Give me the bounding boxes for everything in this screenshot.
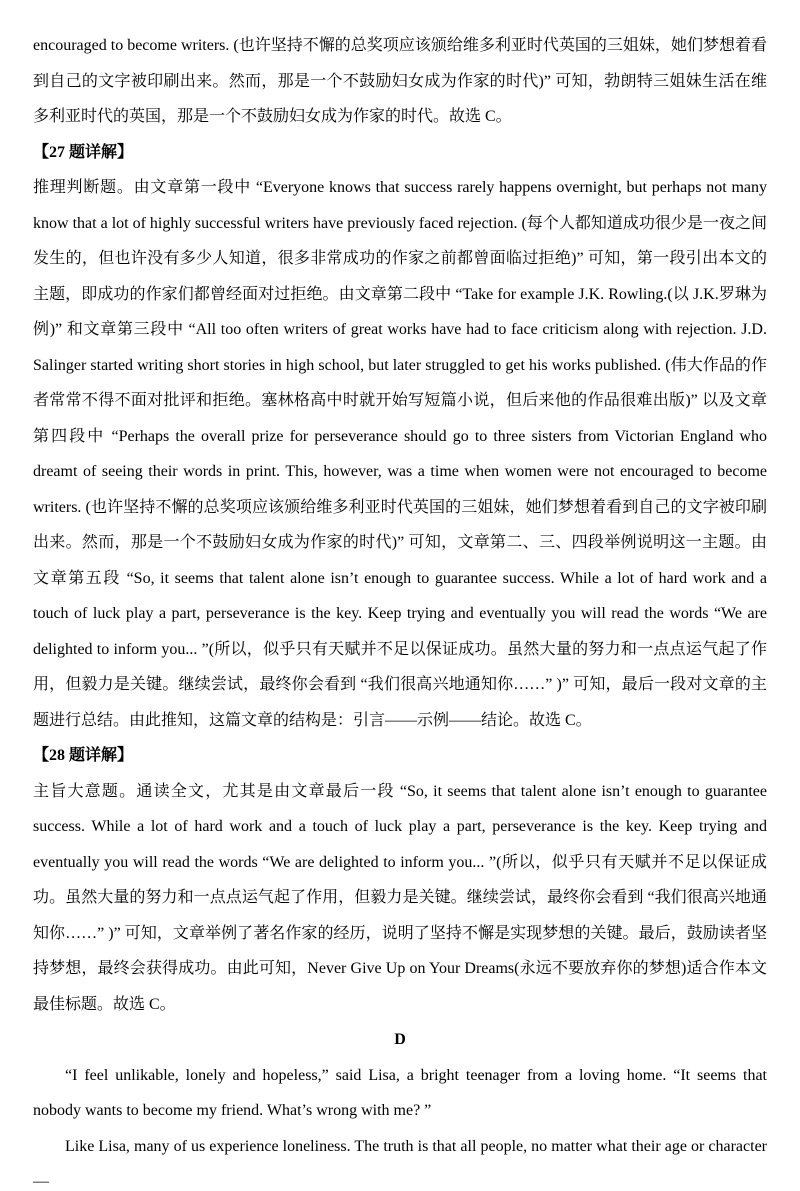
paragraph-passage-d-1: “I feel unlikable, lonely and hopeless,” said Lisa, a bright teenager from a loving home. “It seems that nobody wants to become my friend. What’s wrong with me? ” — [33, 1066, 767, 1119]
paragraph-explanation-27: 推理判断题。由文章第一段中 “Everyone knows that success rarely happens overnight, but perhaps not many know that a lot of highly successful writers have previously faced rejection. (每个人都知道成功很少是一夜之间发生的，但也许没有多少人知道，很多非常成功的作家之前都曾面临过拒绝)” 可知，第一段引出本文的主题，即成功的作家们都曾经面对过拒绝。由文章第二段中 “Take for example J.K. Rowling.(以 J.K.罗琳为例)” 和文章第三段中 “All too often writers of great works have had to face criticism along with rejection. J.D. Salinger started writing short stories in high school, but later struggled to get his works published. (伟大作品的作者常常不得不面对批评和拒绝。塞林格高中时就开始写短篇小说，但后来他的作品很难出版)” 以及文章第四段中 “Perhaps the overall prize for perseverance should go to three sisters from Victorian England who dreamt of seeing their words in print. This, however, was a time when women were not encouraged to become writers. (也许坚持不懈的总奖项应该颁给维多利亚时代英国的三姐妹，她们梦想着看到自己的文字被印刷出来。然而，那是一个不鼓励妇女成为作家的时代)” 可知，文章第二、三、四段举例说明这一主题。由文章第五段 “So, it seems that talent alone isn’t enough to guarantee success. While a lot of hard work and a touch of luck play a part, perseverance is the key. Keep trying and eventually you will read the words “We are delighted to inform you... ”(所以，似乎只有天赋并不足以保证成功。虽然大量的努力和一点点运气起了作用，但毅力是关键。继续尝试，最终你会看到 “我们很高兴地通知你……” )” 可知，最后一段对文章的主题进行总结。由此推知，这篇文章的结构是：引言——示例——结论。故选 C。 — [33, 179, 767, 729]
paragraph-passage-d-2: Like Lisa, many of us experience loneliness. The truth is that all people, no matter what their age or character — — [33, 1137, 767, 1190]
paragraph-answer-26-continuation: encouraged to become writers. (也许坚持不懈的总奖项应该颁给维多利亚时代英国的三姐妹，她们梦想着看到自己的文字被印刷出来。然而，那是一个不鼓励妇女成为作家的时代)” 可知，勃朗特三姐妹生活在维多利亚时代的英国，那是一个不鼓励妇女成为作家的时代。故选 C。 — [33, 37, 767, 125]
section-letter-d: D — [394, 1031, 406, 1048]
heading-question-27-explanation: 【27 题详解】 — [33, 143, 134, 161]
paragraph-explanation-28: 主旨大意题。通读全文，尤其是由文章最后一段 “So, it seems that talent alone isn’t enough to guarantee success. While a lot of hard work and a touch of luck play a part, perseverance is the key. Keep trying and eventually you will read the words “We are delighted to inform you... ”(所以，似乎只有天赋并不足以保证成功。虽然大量的努力和一点点运气起了作用，但毅力是关键。继续尝试，最终你会看到 “我们很高兴地通知你……” )” 可知，文章举例了著名作家的经历，说明了坚持不懈是实现梦想的关键。最后，鼓励读者坚持梦想，最终会获得成功。由此可知，Never Give Up on Your Dreams(永远不要放弃你的梦想)适合作本文最佳标题。故选 C。 — [33, 782, 767, 1013]
heading-question-28-explanation: 【28 题详解】 — [33, 747, 134, 764]
